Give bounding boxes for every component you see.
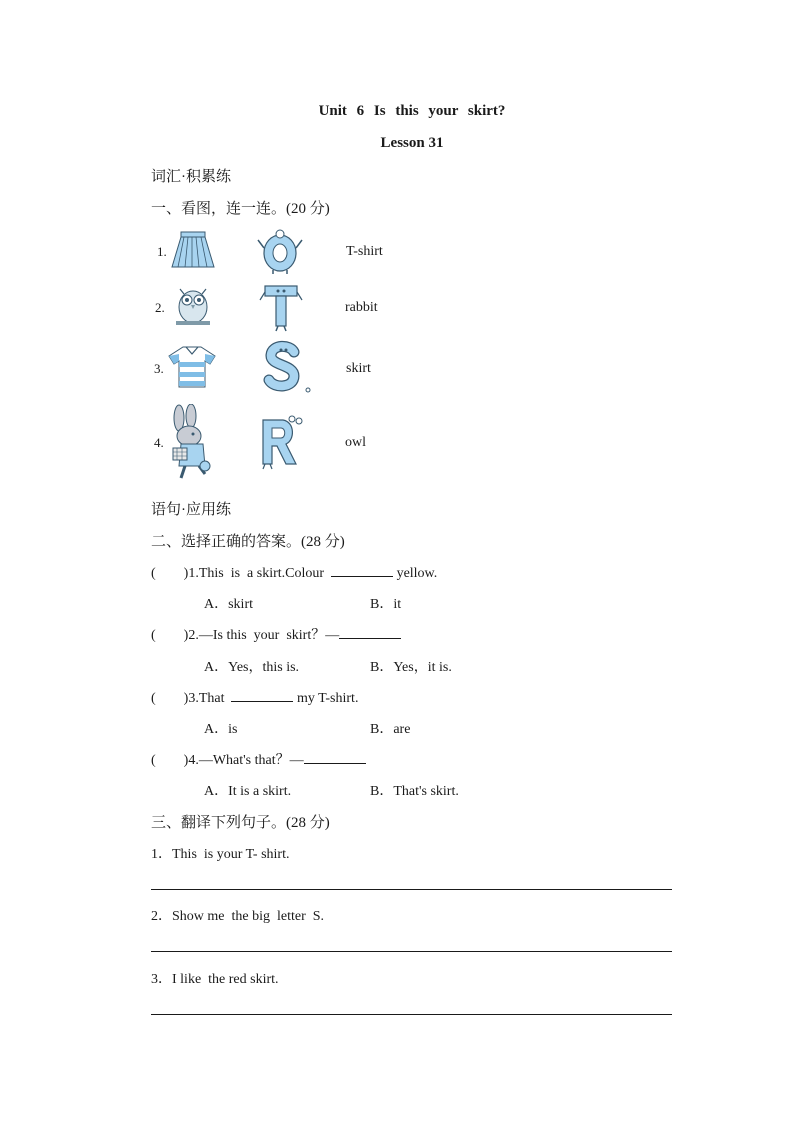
question-text: 1.This is a skirt.Colour [188, 566, 325, 581]
letter-s-picture [260, 340, 314, 396]
row-1-number: 1. [157, 244, 167, 259]
word-t-shirt: T-shirt [346, 244, 383, 259]
translate-item-3: 3．I like the red skirt. [151, 972, 279, 987]
question-text: 4.—What's that？— [188, 753, 304, 768]
section-1-heading: 一、看图，连一连。(20 分) [151, 201, 330, 217]
category-sentence: 语句·应用练 [151, 502, 231, 518]
fill-blank[interactable] [339, 624, 401, 639]
q2-option-b[interactable]: B．Yes，it is. [370, 660, 452, 675]
fill-blank[interactable] [304, 749, 366, 764]
q3-option-a[interactable]: A．is [204, 722, 238, 737]
word-skirt: skirt [346, 361, 371, 376]
letter-o-picture [255, 228, 305, 274]
answer-paren[interactable]: ( ) [151, 628, 189, 643]
skirt-picture [170, 230, 216, 270]
row-3-number: 3. [154, 361, 164, 376]
translate-item-1: 1．This is your T- shirt. [151, 847, 290, 862]
q4-option-a[interactable]: A．It is a skirt. [204, 784, 292, 799]
t-shirt-picture [167, 344, 217, 390]
question-text: 3.That [188, 691, 225, 706]
answer-line-1[interactable] [151, 889, 672, 890]
rabbit-picture [165, 404, 219, 480]
answer-paren[interactable]: ( ) [151, 566, 189, 581]
translate-item-2: 2．Show me the big letter S. [151, 909, 325, 924]
owl-picture [168, 283, 218, 329]
answer-paren[interactable]: ( ) [151, 753, 189, 768]
answer-line-3[interactable] [151, 1014, 672, 1015]
answer-line-2[interactable] [151, 951, 672, 952]
word-owl: owl [345, 435, 366, 450]
unit-title: Unit 6 Is this your skirt? [318, 103, 506, 119]
fill-blank[interactable] [331, 562, 393, 577]
word-rabbit: rabbit [345, 300, 378, 315]
question-3 [151, 687, 358, 707]
q3-option-b[interactable]: B．are [370, 722, 411, 737]
q4-option-b[interactable]: B．That's skirt. [370, 784, 459, 799]
category-vocab: 词汇·积累练 [151, 169, 231, 185]
fill-blank[interactable] [231, 687, 293, 702]
answer-paren[interactable]: ( ) [151, 691, 189, 706]
question-text: 2.—Is this your skirt？— [188, 628, 340, 643]
question-4 [151, 749, 366, 769]
question-text-end: my T-shirt. [296, 691, 359, 706]
q2-option-a[interactable]: A．Yes，this is. [204, 660, 300, 675]
letter-t-picture [259, 282, 303, 332]
section-2-heading: 二、选择正确的答案。(28 分) [151, 534, 345, 550]
lesson-title: Lesson 31 [380, 135, 444, 151]
letter-r-picture [255, 414, 305, 470]
question-text-end: yellow. [396, 566, 438, 581]
question-2 [151, 624, 401, 644]
q1-option-a[interactable]: A．skirt [204, 597, 253, 612]
question-1 [151, 562, 437, 582]
section-3-heading: 三、翻译下列句子。(28 分) [151, 815, 330, 831]
q1-option-b[interactable]: B．it [370, 597, 402, 612]
row-2-number: 2. [155, 300, 165, 315]
row-4-number: 4. [154, 435, 164, 450]
